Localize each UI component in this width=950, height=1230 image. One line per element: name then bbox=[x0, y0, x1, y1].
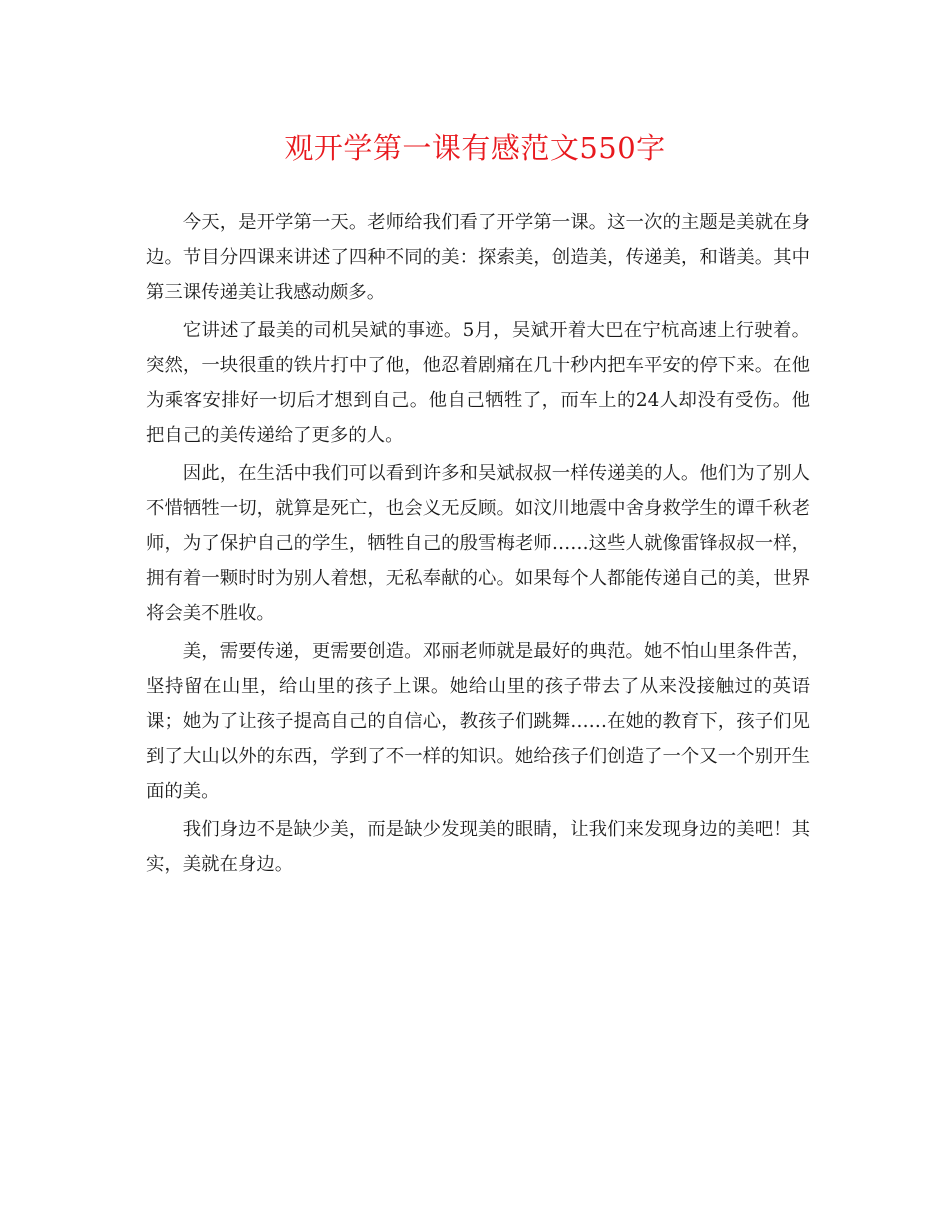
page-title: 观开学第一课有感范文550字 bbox=[284, 131, 666, 165]
paragraph-4: 美，需要传递，更需要创造。邓丽老师就是最好的典范。她不怕山里条件苦，坚持留在山里，给山里的孩子上课。她给山里的孩子带去了从来没接触过的英语课；她为了让孩子提高自己的自信心，教孩子们跳舞……在她的教育下，孩子们见到了大山以外的东西，学到了不一样的知识。她给孩子们创造了一个又一个别开生面的美。 bbox=[146, 641, 810, 802]
paragraph-5: 我们身边不是缺少美，而是缺少发现美的眼睛，让我们来发现身边的美吧！其实，美就在身边。 bbox=[146, 819, 810, 875]
paragraph-2: 它讲述了最美的司机吴斌的事迹。5月，吴斌开着大巴在宁杭高速上行驶着。突然，一块很重的铁片打中了他，他忍着剧痛在几十秒内把车平安的停下来。在他为乘客安排好一切后才想到自己。他自己牺牲了，而车上的24人却没有受伤。他把自己的美传递给了更多的人。 bbox=[146, 320, 810, 446]
paragraph-3: 因此，在生活中我们可以看到许多和吴斌叔叔一样传递美的人。他们为了别人不惜牺牲一切，就算是死亡，也会义无反顾。如汶川地震中舍身救学生的谭千秋老师，为了保护自己的学生，牺牲自己的殷雪梅老师……这些人就像雷锋叔叔一样，拥有着一颗时时为别人着想，无私奉献的心。如果每个人都能传递自己的美，世界将会美不胜收。 bbox=[146, 463, 810, 624]
paragraph-1: 今天，是开学第一天。老师给我们看了开学第一课。这一次的主题是美就在身边。节目分四课来讲述了四种不同的美：探索美，创造美，传递美，和谐美。其中第三课传递美让我感动颇多。 bbox=[146, 212, 810, 303]
article-body bbox=[146, 205, 810, 885]
